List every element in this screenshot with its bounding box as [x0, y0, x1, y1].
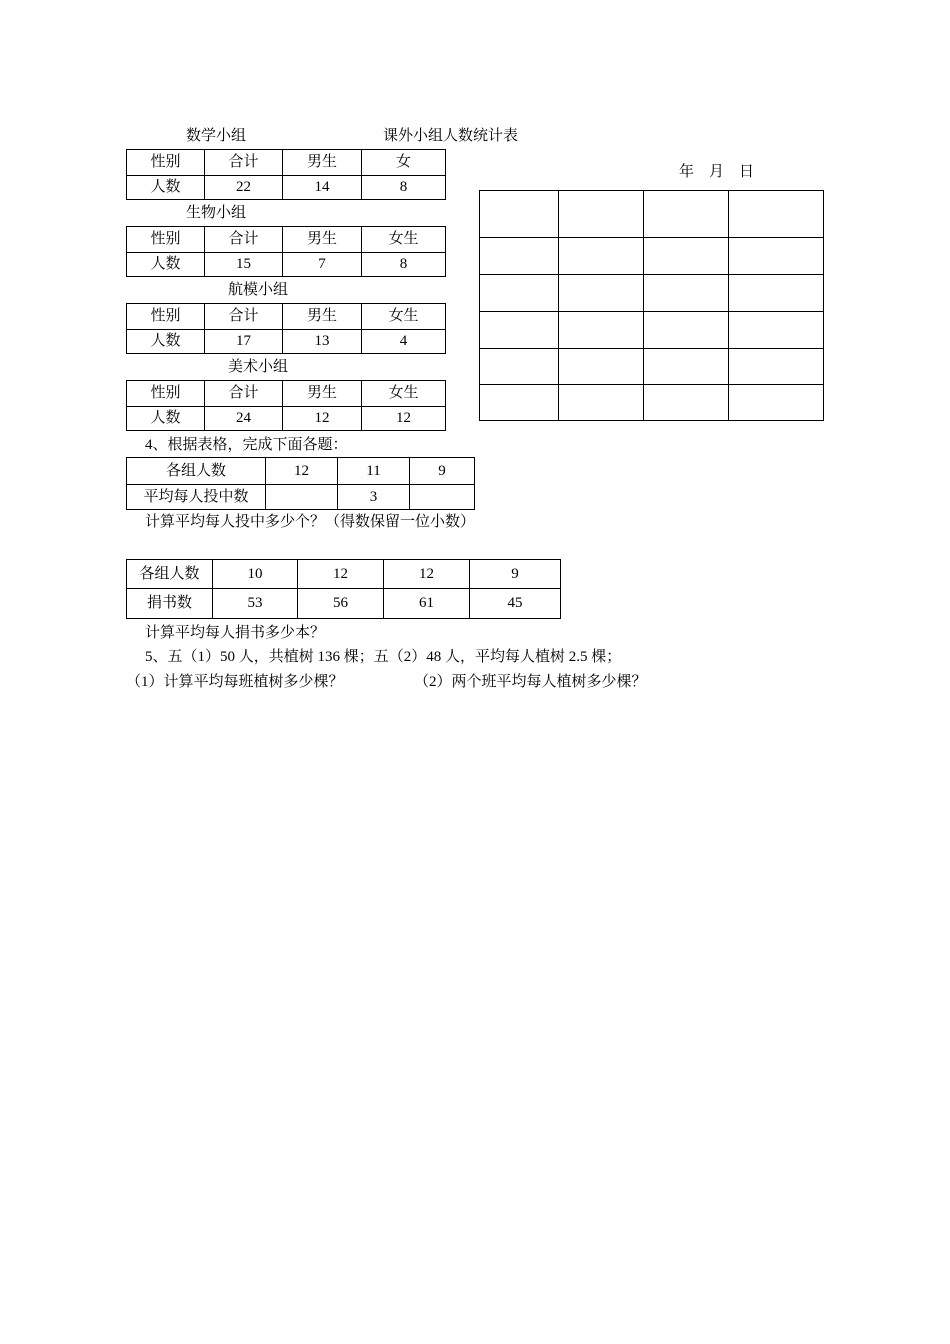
math-group-title: 数学小组 [186, 128, 247, 144]
value-cell: 53 [213, 589, 298, 619]
header-cell: 男生 [283, 304, 362, 330]
value-cell: 8 [362, 176, 446, 200]
q4-title: 4、根据表格，完成下面各题： [145, 437, 348, 453]
value-cell: 61 [384, 589, 470, 619]
blank-cell [729, 312, 824, 349]
header-cell: 女生 [362, 227, 446, 253]
bio-group-title: 生物小组 [186, 205, 247, 221]
art-group-title: 美术小组 [228, 359, 289, 375]
value-cell [266, 485, 338, 510]
label-cell: 各组人数 [127, 560, 213, 589]
math-group-table [126, 149, 446, 200]
q4-table-1 [126, 457, 475, 510]
blank-cell [559, 191, 644, 238]
header-cell: 合计 [205, 304, 283, 330]
blank-cell [559, 349, 644, 385]
model-group-title: 航模小组 [228, 282, 289, 298]
header-cell: 合计 [205, 381, 283, 407]
q4-question-1: 计算平均每人投中多少个？（得数保留一位小数） [145, 514, 476, 530]
blank-cell [480, 191, 559, 238]
value-cell: 45 [470, 589, 561, 619]
blank-cell [644, 191, 729, 238]
value-cell: 12 [298, 560, 384, 589]
header-cell: 男生 [283, 227, 362, 253]
header-cell: 性别 [127, 227, 205, 253]
blank-cell [729, 191, 824, 238]
value-cell: 7 [283, 253, 362, 277]
q5-sub-question-1: （1）计算平均每班植树多少棵？ [126, 674, 344, 690]
blank-cell [480, 349, 559, 385]
value-cell: 9 [410, 458, 475, 485]
blank-cell [644, 349, 729, 385]
header-cell: 女生 [362, 304, 446, 330]
summary-table-blank [479, 190, 824, 421]
value-cell: 12 [384, 560, 470, 589]
header-cell: 女 [362, 150, 446, 176]
header-cell: 合计 [205, 227, 283, 253]
value-cell: 人数 [127, 330, 205, 354]
header-cell: 合计 [205, 150, 283, 176]
value-cell: 4 [362, 330, 446, 354]
header-cell: 女生 [362, 381, 446, 407]
blank-cell [480, 238, 559, 275]
value-cell: 13 [283, 330, 362, 354]
blank-cell [559, 312, 644, 349]
label-cell: 各组人数 [127, 458, 266, 485]
blank-cell [729, 238, 824, 275]
label-cell: 平均每人投中数 [127, 485, 266, 510]
model-group-table [126, 303, 446, 354]
header-cell: 性别 [127, 304, 205, 330]
blank-cell [729, 349, 824, 385]
value-cell: 24 [205, 407, 283, 431]
date-label: 年 月 日 [679, 164, 755, 180]
value-cell: 56 [298, 589, 384, 619]
header-cell: 性别 [127, 150, 205, 176]
value-cell: 15 [205, 253, 283, 277]
main-title: 课外小组人数统计表 [383, 128, 519, 144]
bio-group-table [126, 226, 446, 277]
value-cell: 10 [213, 560, 298, 589]
blank-cell [644, 385, 729, 421]
blank-cell [644, 312, 729, 349]
blank-cell [559, 385, 644, 421]
blank-cell [480, 385, 559, 421]
art-group-table [126, 380, 446, 431]
blank-cell [480, 312, 559, 349]
value-cell: 12 [266, 458, 338, 485]
q4-question-2: 计算平均每人捐书多少本？ [145, 625, 326, 641]
blank-cell [644, 238, 729, 275]
value-cell: 人数 [127, 407, 205, 431]
value-cell: 3 [338, 485, 410, 510]
q5-title: 5、五（1）50 人，共植树 136 棵；五（2）48 人，平均每人植树 2.5 棵； [145, 649, 622, 665]
value-cell: 人数 [127, 176, 205, 200]
value-cell: 8 [362, 253, 446, 277]
value-cell: 11 [338, 458, 410, 485]
blank-cell [559, 275, 644, 312]
blank-cell [480, 275, 559, 312]
blank-cell [644, 275, 729, 312]
value-cell: 22 [205, 176, 283, 200]
header-cell: 性别 [127, 381, 205, 407]
value-cell: 12 [362, 407, 446, 431]
value-cell: 17 [205, 330, 283, 354]
value-cell [410, 485, 475, 510]
blank-cell [729, 385, 824, 421]
value-cell: 人数 [127, 253, 205, 277]
q5-sub-question-2: （2）两个班平均每人植树多少棵？ [414, 674, 647, 690]
header-cell: 男生 [283, 150, 362, 176]
q4-table-2 [126, 559, 561, 619]
header-cell: 男生 [283, 381, 362, 407]
blank-cell [729, 275, 824, 312]
label-cell: 捐书数 [127, 589, 213, 619]
value-cell: 14 [283, 176, 362, 200]
value-cell: 9 [470, 560, 561, 589]
value-cell: 12 [283, 407, 362, 431]
blank-cell [559, 238, 644, 275]
